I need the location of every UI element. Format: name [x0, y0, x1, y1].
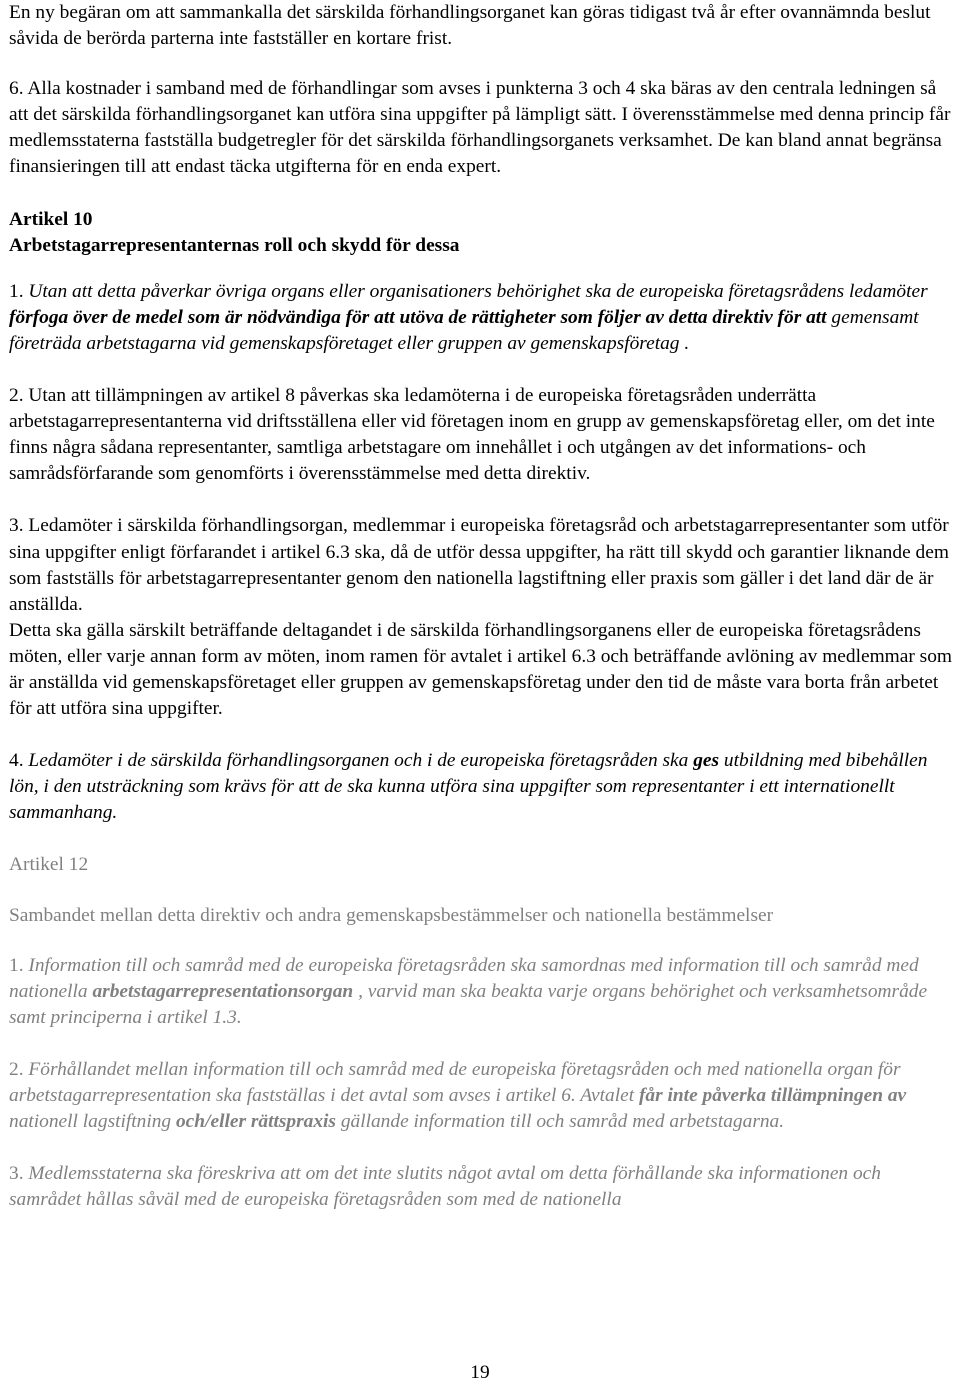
- artikel12-p2-seg5: gällande information till och samråd med arbetstagarna.: [335, 1111, 785, 1133]
- paragraph-6-number: 6.: [9, 78, 24, 100]
- artikel10-p2-text: Utan att tillämpningen av artikel 8 påverkas ska ledamöterna i de europeiska företagsråden underrätta arbetstagarrepresentanterna vid driftsställena eller vid företagen inom en grupp av gemenskapsföretag eller, om det inte finns några sådana representanter, samtliga arbetstagare om innehållet i och utgången av det informations- och samrådsförfarande som genomförts i överensstämmelse med detta direktiv.: [9, 385, 935, 485]
- artikel12-p2-seg2: får inte påverka tillämpningen av: [638, 1085, 907, 1106]
- artikel12-p1-seg3: , varvid man ska beakta varje organs behörighet och verksamhetsområde samt principerna i artikel 1.3.: [9, 980, 928, 1028]
- artikel10-p4-number: 4.: [9, 750, 24, 772]
- page-number: 19: [470, 1362, 490, 1383]
- artikel12-p2-seg1: Förhållandet mellan information till och samråd med de europeiska företagsråden och med nationella organ för arbetstagarrepresentation ska fastställas i det avtal som avses i artikel 6. Avtalet: [9, 1058, 901, 1106]
- artikel12-paragraph-2: [9, 1057, 957, 1135]
- artikel10-paragraph-3: [9, 513, 957, 617]
- artikel10-p3-text-a: Ledamöter i särskilda förhandlingsorgan, medlemmar i europeiska företagsråd och arbetstagarrepresentanter som utför sina uppgifter enligt förfarandet i artikel 6.3 ska, då de utför dessa uppgifter, ha rätt till skydd och garantier liknande dem som fastställs för arbetstagarrepresentanter genom den nationella lagstiftning eller praxis som gäller i det land där de är anställda.: [9, 515, 949, 615]
- artikel10-paragraph-3-continued: [9, 618, 957, 722]
- artikel10-p2-number: 2.: [9, 385, 24, 407]
- artikel10-p4-seg1: Ledamöter i de särskilda förhandlingsorganen och i de europeiska företagsråden ska: [28, 750, 694, 772]
- artikel10-paragraph-4: [9, 748, 957, 826]
- artikel12-title: Artikel 12: [9, 854, 89, 876]
- artikel12-p2-number: 2.: [9, 1058, 24, 1080]
- artikel12-paragraph-1: [9, 953, 957, 1031]
- artikel10-paragraph-1: [9, 279, 957, 357]
- paragraph-6-text: Alla kostnader i samband med de förhandlingar som avses i punkterna 3 och 4 ska bäras av den centrala ledningen så att det särskilda förhandlingsorganet kan utföra sina uppgifter på lämpligt sätt. I överensstämmelse med denna princip får medlemsstaterna fastställa budgetregler för det särskilda förhandlingsorganets verksamhet. De kan bland annat begränsa finansieringen till att endast täcka utgifterna för en enda expert.: [9, 78, 951, 178]
- artikel12-p2-seg4: och/eller rättspraxis: [175, 1111, 336, 1133]
- artikel12-subtitle: Sambandet mellan detta direktiv och andra gemenskapsbestämmelser och nationella bestämmelser: [9, 904, 774, 926]
- artikel10-p1-seg2: förfoga över de medel som är nödvändiga för att utöva de rättigheter som följer av detta direktiv för att: [9, 306, 827, 328]
- paragraph-intro: [9, 0, 957, 52]
- document-page: [9, 0, 957, 1213]
- artikel12-paragraph-3: [9, 1161, 957, 1213]
- artikel10-p3-text-b: Detta ska gälla särskilt beträffande deltagandet i de särskilda förhandlingsorganens eller de europeiska företagsrådens möten, eller varje annan form av möten, inom ramen för avtalet i artikel 6.3 och beträffande avlöning av medlemmar som är anställda vid gemenskapsföretaget eller gruppen av gemenskapsföretag under den tid de måste vara borta från arbetet för att utföra sina uppgifter.: [9, 619, 952, 720]
- artikel10-p1-number: 1.: [9, 280, 24, 302]
- artikel10-title: Artikel 10: [9, 208, 93, 230]
- artikel10-paragraph-2: [9, 383, 957, 487]
- artikel12-p1-number: 1.: [9, 954, 24, 976]
- artikel10-subtitle: Arbetstagarrepresentanternas roll och skydd för dessa: [9, 234, 460, 256]
- artikel10-p1-seg1: Utan att detta påverkar övriga organs eller organisationers behörighet ska de europeiska företagsrådens ledamöter: [28, 280, 928, 302]
- artikel10-p4-seg2: ges: [693, 750, 720, 772]
- artikel12-p1-seg1: Information till och samråd med de europeiska företagsråden ska samordnas med information till och samråd med nationella: [9, 954, 919, 1002]
- artikel12-p3-text: Medlemsstaterna ska föreskriva att om det inte slutits något avtal om detta förhållande ska informationen och samrådet hållas såväl med de europeiska företagsråden som med de nationella: [9, 1163, 881, 1211]
- artikel12-p1-seg2: arbetstagarrepresentationsorgan: [92, 980, 354, 1002]
- paragraph-intro-text: En ny begäran om att sammankalla det särskilda förhandlingsorganet kan göras tidigast två år efter ovannämnda beslut såvida de berörda parterna inte fastställer en kortare frist.: [9, 2, 931, 50]
- artikel10-p3-number: 3.: [9, 515, 24, 537]
- artikel12-p3-number: 3.: [9, 1163, 24, 1185]
- artikel12-p2-seg3: nationell lagstiftning: [9, 1111, 176, 1133]
- artikel10-p4-seg3: utbildning med bibehållen lön, i den utsträckning som krävs för att de ska kunna utföra sina uppgifter som representanter i ett internationellt sammanhang.: [9, 750, 928, 824]
- paragraph-6: [9, 76, 957, 180]
- artikel10-p1-seg3: gemensamt företräda arbetstagarna vid gemenskapsföretaget eller gruppen av gemenskapsföretag .: [9, 306, 919, 354]
